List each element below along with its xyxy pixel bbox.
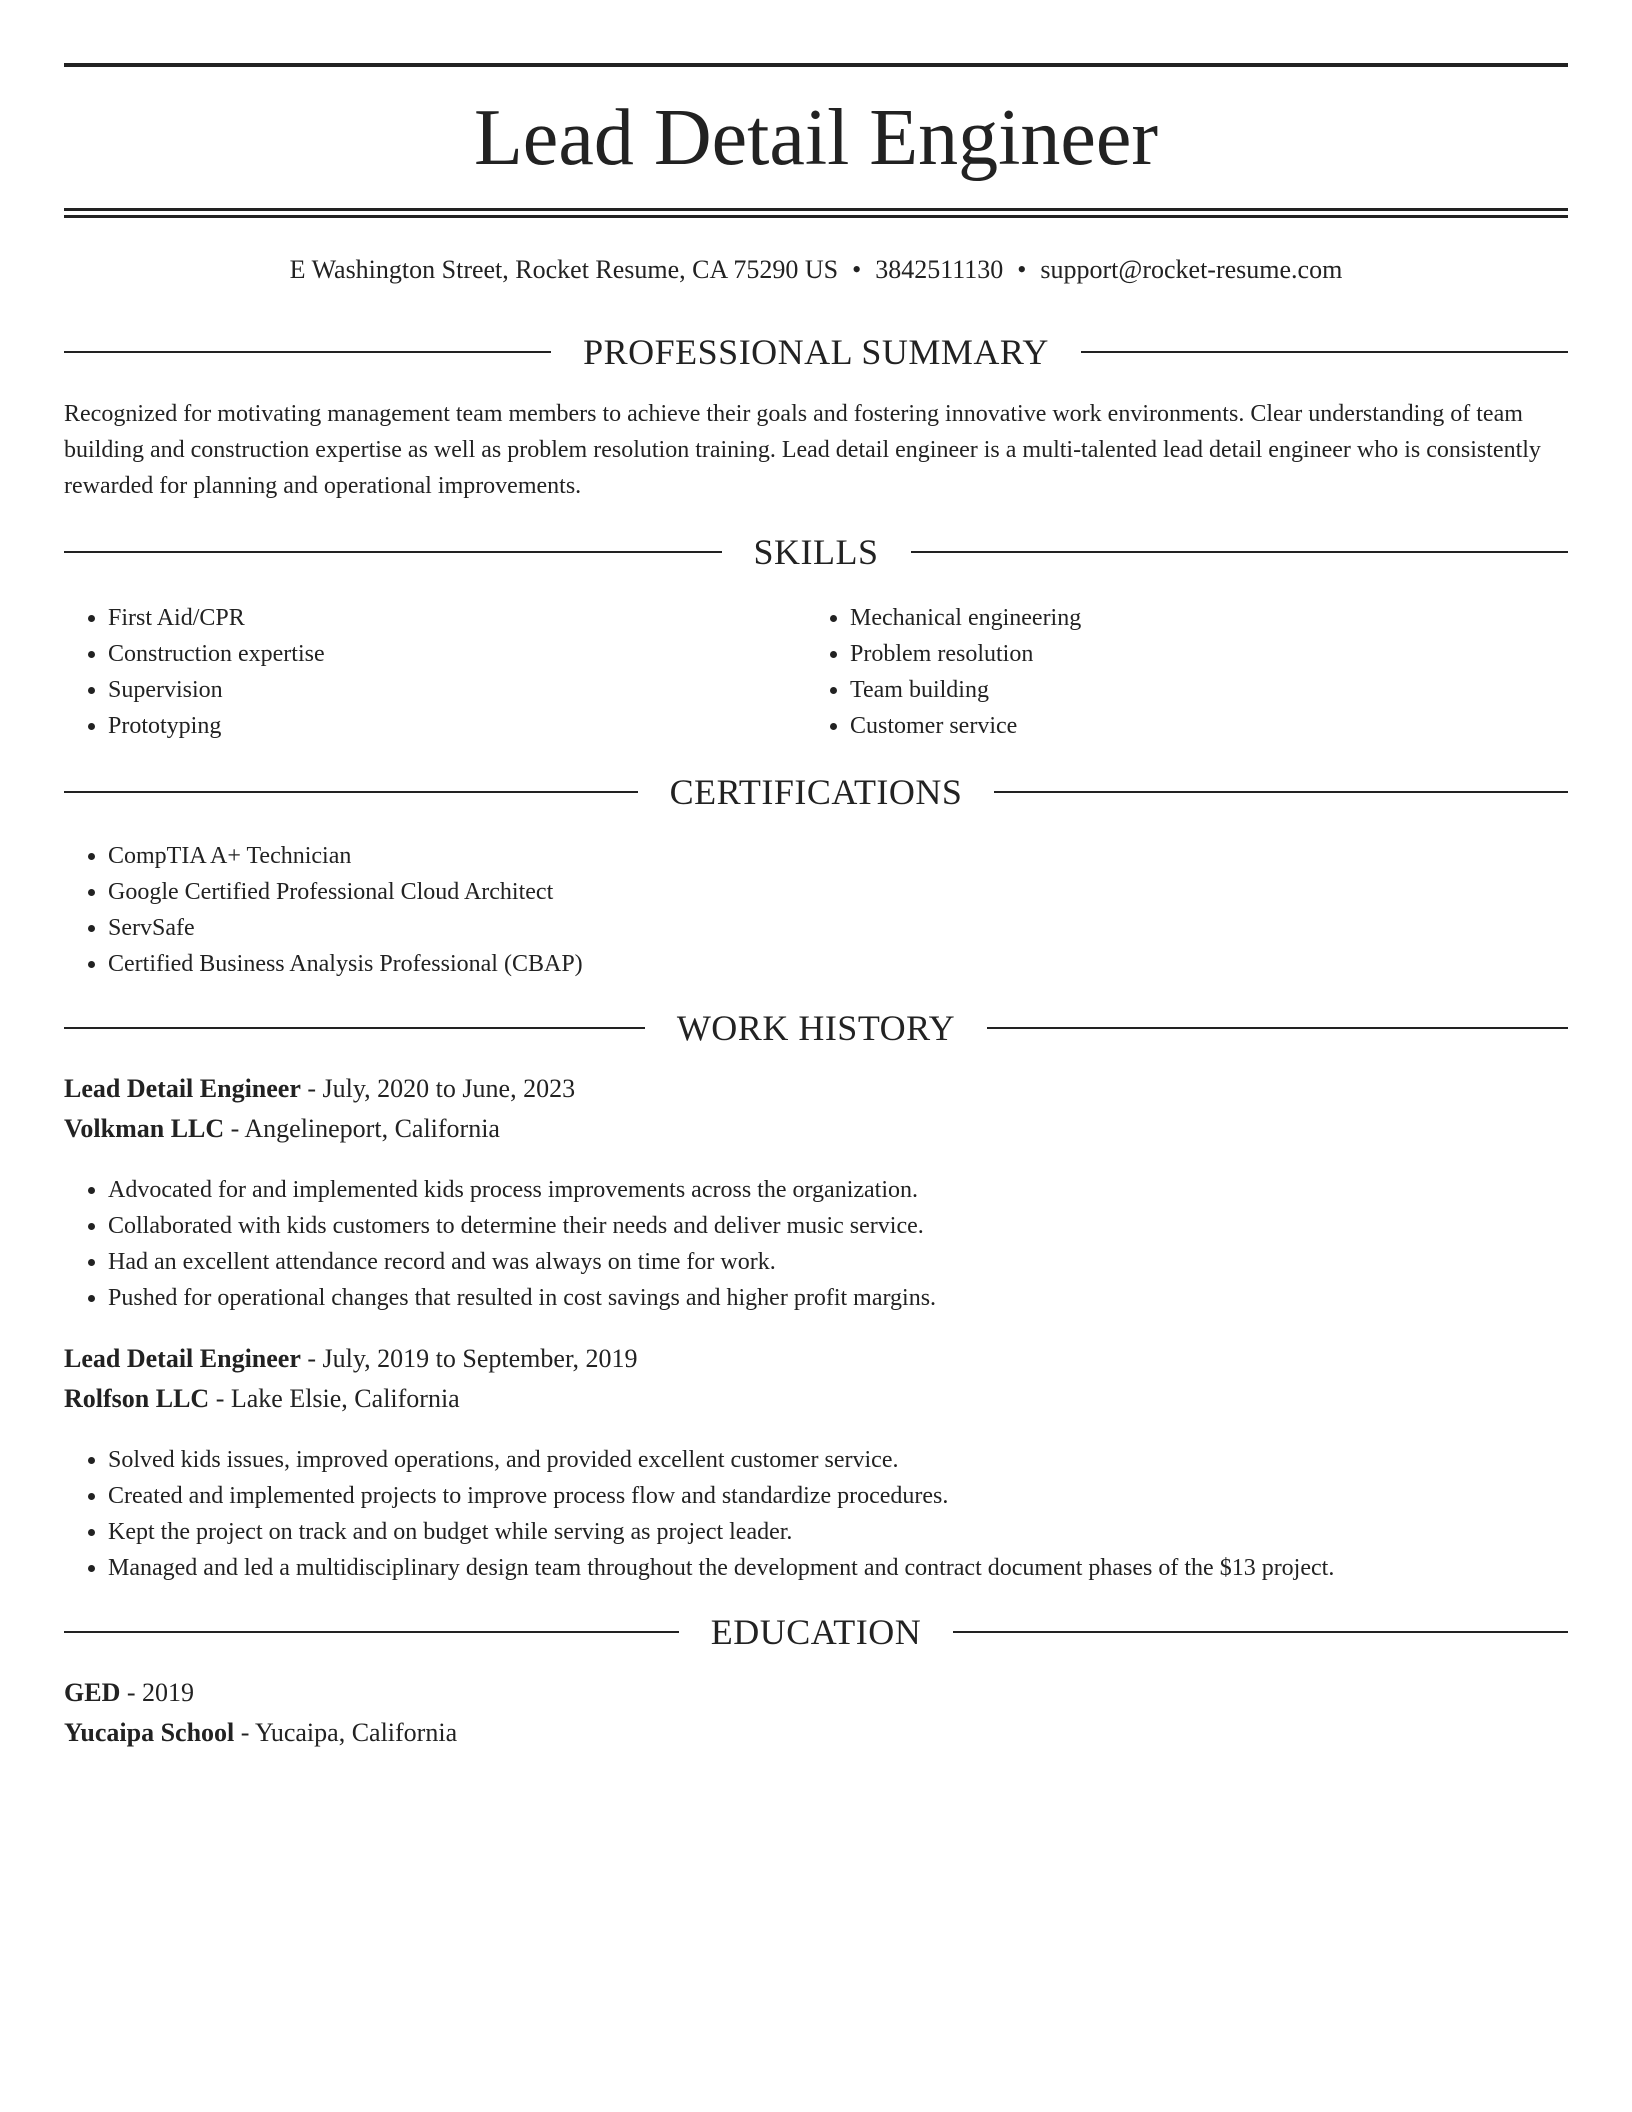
education-year: - 2019 <box>120 1678 195 1707</box>
skills-heading-text: SKILLS <box>753 532 879 572</box>
contact-address: E Washington Street, Rocket Resume, CA 75290 US <box>289 255 839 284</box>
education-location: - Yucaipa, California <box>234 1718 458 1747</box>
certifications-list <box>64 838 1508 982</box>
summary-heading-text: PROFESSIONAL SUMMARY <box>583 332 1049 372</box>
heading-rule-right <box>994 791 1568 793</box>
work-history-heading-text: WORK HISTORY <box>676 1008 956 1048</box>
heading-rule-left <box>64 1027 645 1029</box>
skill-item: • Team building <box>850 672 1550 708</box>
contact-separator: • <box>1017 255 1027 284</box>
job-bullet: • Advocated for and implemented kids process improvements across the organization. <box>108 1172 1588 1208</box>
job-dates: - July, 2019 to September, 2019 <box>300 1344 638 1373</box>
job-bullet: • Created and implemented projects to improve process flow and standardize procedures. <box>108 1478 1588 1514</box>
job-bullets <box>64 1442 1588 1586</box>
education-school: Yucaipa School <box>64 1718 235 1747</box>
job-title-line <box>64 1340 1568 1378</box>
education-degree: GED <box>64 1678 121 1707</box>
skill-item: • Problem resolution <box>850 636 1550 672</box>
job-dates: - July, 2020 to June, 2023 <box>300 1074 576 1103</box>
certification-item: • Google Certified Professional Cloud Architect <box>108 874 1508 910</box>
contact-line <box>64 252 1568 288</box>
contact-separator: • <box>852 255 862 284</box>
certifications-heading <box>64 770 1568 814</box>
skills-heading <box>64 530 1568 574</box>
summary-heading <box>64 330 1568 374</box>
certification-item: • Certified Business Analysis Professional (CBAP) <box>108 946 1508 982</box>
job-bullet: • Collaborated with kids customers to determine their needs and deliver music service. <box>108 1208 1588 1244</box>
job-company: Rolfson LLC <box>64 1384 210 1413</box>
education-school-line <box>64 1714 1568 1752</box>
job-title: Lead Detail Engineer <box>64 1344 301 1373</box>
heading-rule-right <box>953 1631 1568 1633</box>
job-bullet: • Kept the project on track and on budget while serving as project leader. <box>108 1514 1588 1550</box>
skill-item: • First Aid/CPR <box>108 600 808 636</box>
skill-item: • Prototyping <box>108 708 808 744</box>
skills-list-left <box>64 600 808 744</box>
job-company-line <box>64 1380 1568 1418</box>
resume-name: Lead Detail Engineer <box>473 94 1159 182</box>
job-title: Lead Detail Engineer <box>64 1074 301 1103</box>
heading-rule-left <box>64 791 638 793</box>
certification-item: • CompTIA A+ Technician <box>108 838 1508 874</box>
certification-item: • ServSafe <box>108 910 1508 946</box>
heading-rule-right <box>987 1027 1568 1029</box>
heading-rule-left <box>64 351 551 353</box>
heading-rule-left <box>64 551 722 553</box>
skill-item: • Construction expertise <box>108 636 808 672</box>
summary-text: Recognized for motivating management team members to achieve their goals and fostering innovative work environments. Clear understanding of team building and construction expertise as well as problem resolution training. Lead detail engineer is a multi-talented lead detail engineer who is consistently rewarded for planning and operational improvements. <box>64 401 1541 499</box>
job-location: - Lake Elsie, California <box>209 1384 460 1413</box>
heading-rule-right <box>911 551 1569 553</box>
job-bullet: • Had an excellent attendance record and was always on time for work. <box>108 1244 1588 1280</box>
job-bullet: • Pushed for operational changes that resulted in cost savings and higher profit margins. <box>108 1280 1588 1316</box>
header-double-divider <box>64 208 1568 218</box>
certifications-heading-text: CERTIFICATIONS <box>669 772 963 812</box>
contact-email: support@rocket-resume.com <box>1040 255 1343 284</box>
job-company-line <box>64 1110 1568 1148</box>
job-company: Volkman LLC <box>64 1114 225 1143</box>
skill-item: • Mechanical engineering <box>850 600 1550 636</box>
contact-phone: 3842511130 <box>875 255 1004 284</box>
job-bullet: • Managed and led a multidisciplinary design team throughout the development and contract document phases of the $13 project. <box>108 1550 1588 1586</box>
job-title-line <box>64 1070 1568 1108</box>
top-divider <box>64 63 1568 67</box>
job-bullets <box>64 1172 1588 1316</box>
skill-item: • Customer service <box>850 708 1550 744</box>
education-heading-text: EDUCATION <box>710 1612 922 1652</box>
work-history-heading <box>64 1006 1568 1050</box>
education-heading <box>64 1610 1568 1654</box>
skills-list-right <box>806 600 1550 744</box>
job-bullet: • Solved kids issues, improved operations, and provided excellent customer service. <box>108 1442 1588 1478</box>
job-location: - Angelineport, California <box>224 1114 500 1143</box>
heading-rule-right <box>1081 351 1568 353</box>
skill-item: • Supervision <box>108 672 808 708</box>
education-degree-line <box>64 1674 1568 1712</box>
heading-rule-left <box>64 1631 679 1633</box>
